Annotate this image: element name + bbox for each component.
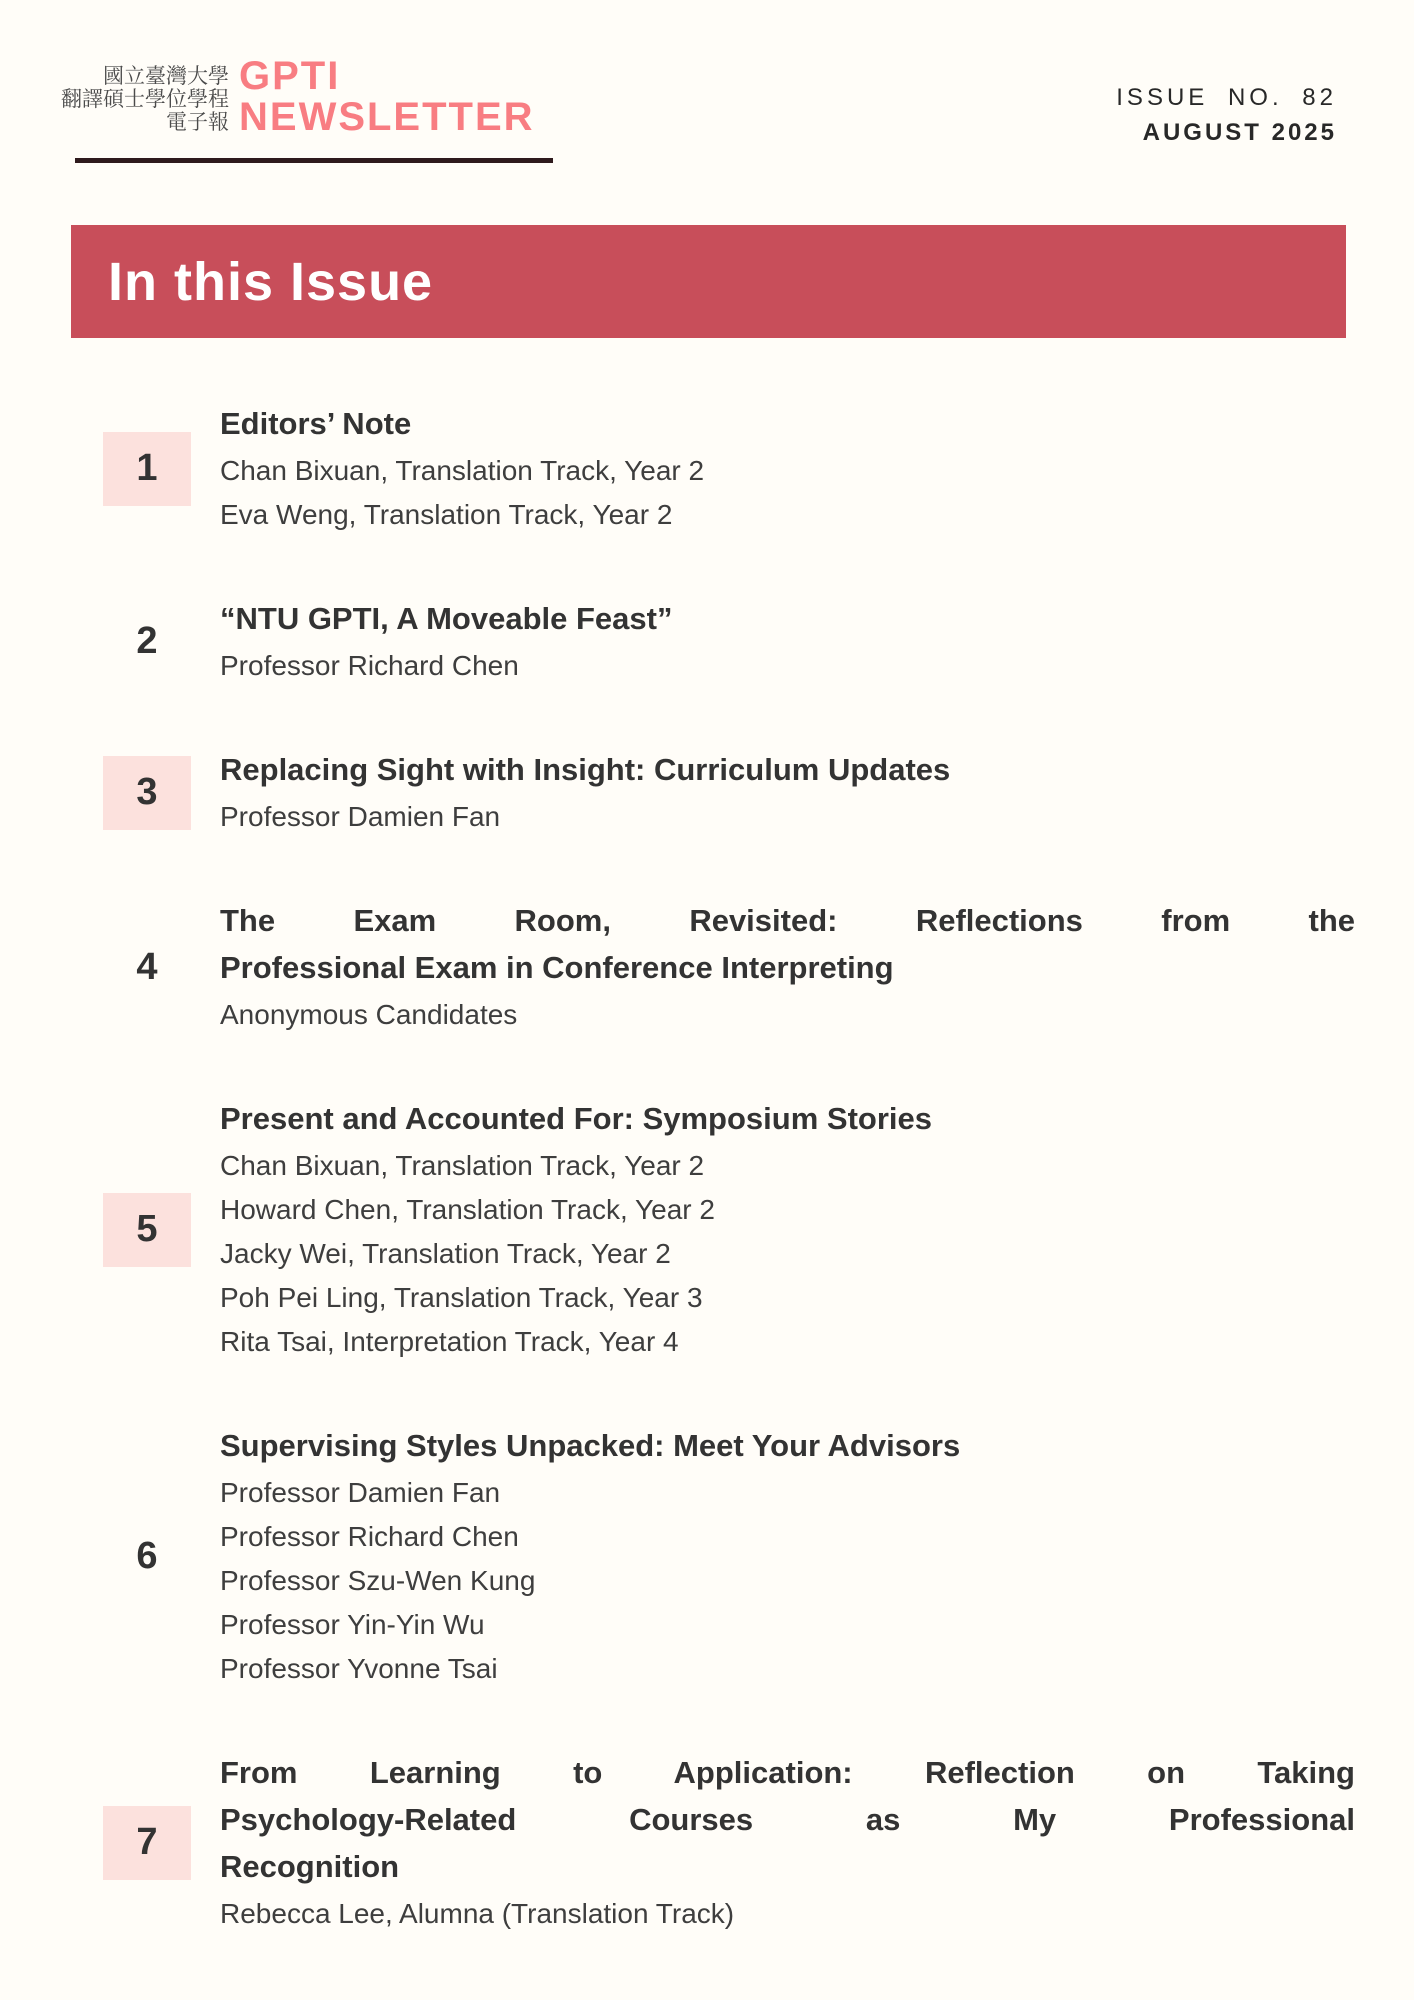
item-authors xyxy=(220,1892,1355,1936)
item-author: Professor Richard Chen xyxy=(220,1521,519,1552)
item-author: Rebecca Lee, Alumna (Translation Track) xyxy=(220,1898,735,1929)
item-body xyxy=(220,1422,1355,1691)
item-title xyxy=(220,1095,1355,1142)
item-body xyxy=(220,1095,1355,1364)
item-body xyxy=(220,897,1355,1037)
item-title-line: Recognition xyxy=(220,1849,400,1884)
toc-item xyxy=(103,1095,1355,1364)
item-number: 1 xyxy=(136,447,158,489)
item-author: Professor Richard Chen xyxy=(220,650,519,681)
item-author: Professor Szu-Wen Kung xyxy=(220,1565,536,1596)
item-number: 4 xyxy=(136,945,158,988)
item-title-line: Supervising Styles Unpacked: Meet Your Advisors xyxy=(220,1428,961,1463)
item-authors xyxy=(220,1471,1355,1691)
item-authors xyxy=(220,449,1355,537)
item-author: Chan Bixuan, Translation Track, Year 2 xyxy=(220,455,705,486)
logo-underline-divider xyxy=(75,158,553,163)
item-authors xyxy=(220,1144,1355,1364)
item-author: Professor Damien Fan xyxy=(220,801,501,832)
logo-cn-line-3: 電子報 xyxy=(166,111,229,134)
item-authors xyxy=(220,993,1355,1037)
item-title-line: Present and Accounted For: Symposium Stories xyxy=(220,1101,932,1136)
item-title xyxy=(220,400,1355,447)
item-number-cell xyxy=(103,1806,191,1880)
toc-item xyxy=(103,1749,1355,1936)
item-title xyxy=(220,746,1355,793)
item-body xyxy=(220,1749,1355,1936)
item-author: Professor Yin-Yin Wu xyxy=(220,1609,485,1640)
toc-item xyxy=(103,1422,1355,1691)
item-author: Professor Damien Fan xyxy=(220,1477,501,1508)
item-author: Rita Tsai, Interpretation Track, Year 4 xyxy=(220,1326,679,1357)
item-number-cell xyxy=(103,756,191,830)
item-title xyxy=(220,1749,1355,1890)
item-body xyxy=(220,595,1355,688)
item-author: Professor Yvonne Tsai xyxy=(220,1653,498,1684)
toc-item xyxy=(103,595,1355,688)
banner-title: In this Issue xyxy=(108,251,434,312)
page-header xyxy=(0,0,1414,225)
issue-number: ISSUE NO. 82 xyxy=(1116,84,1337,111)
item-title-line: Psychology-Related Courses as My Professional xyxy=(220,1802,1355,1837)
item-number-cell xyxy=(103,432,191,506)
item-title-line: Professional Exam in Conference Interpreting xyxy=(220,950,894,985)
item-authors xyxy=(220,644,1355,688)
item-title xyxy=(220,897,1355,991)
item-authors xyxy=(220,795,1355,839)
gpti-logo xyxy=(61,56,535,138)
item-number-cell xyxy=(103,605,191,679)
logo-en-line-2: NEWSLETTER xyxy=(239,95,535,139)
item-title-line: “NTU GPTI, A Moveable Feast” xyxy=(220,601,673,636)
item-number: 3 xyxy=(136,771,158,813)
item-title xyxy=(220,1422,1355,1469)
item-number: 5 xyxy=(136,1208,158,1250)
item-number-cell xyxy=(103,930,191,1004)
logo-cn-line-1: 國立臺灣大學 xyxy=(103,65,229,88)
item-title xyxy=(220,595,1355,642)
item-author: Eva Weng, Translation Track, Year 2 xyxy=(220,499,673,530)
toc-item xyxy=(103,897,1355,1037)
item-author: Anonymous Candidates xyxy=(220,999,518,1030)
issue-info xyxy=(1116,84,1337,147)
issue-date: AUGUST 2025 xyxy=(1142,119,1337,146)
item-author: Howard Chen, Translation Track, Year 2 xyxy=(220,1194,715,1225)
toc-item xyxy=(103,400,1355,537)
item-author: Poh Pei Ling, Translation Track, Year 3 xyxy=(220,1282,703,1313)
item-number-cell xyxy=(103,1520,191,1594)
in-this-issue-banner xyxy=(71,225,1346,338)
item-number: 6 xyxy=(136,1535,158,1577)
item-title-line: Replacing Sight with Insight: Curriculum Updates xyxy=(220,752,951,787)
item-author: Jacky Wei, Translation Track, Year 2 xyxy=(220,1238,671,1269)
logo-chinese-org-name xyxy=(61,65,229,138)
logo-newsletter-wordmark xyxy=(239,56,535,138)
item-author: Chan Bixuan, Translation Track, Year 2 xyxy=(220,1150,705,1181)
toc-item xyxy=(103,746,1355,839)
toc-list xyxy=(103,400,1355,1936)
item-number: 7 xyxy=(136,1821,158,1863)
item-title-line: The Exam Room, Revisited: Reflections from the xyxy=(220,903,1355,938)
item-body xyxy=(220,746,1355,839)
item-title-line: Editors’ Note xyxy=(220,406,412,441)
item-number: 2 xyxy=(136,620,158,662)
item-title-line: From Learning to Application: Reflection on Taking xyxy=(220,1755,1355,1790)
item-body xyxy=(220,400,1355,537)
logo-cn-line-2: 翻譯碩士學位學程 xyxy=(61,88,229,111)
logo-en-line-1: GPTI xyxy=(239,54,341,98)
item-number-cell xyxy=(103,1193,191,1267)
